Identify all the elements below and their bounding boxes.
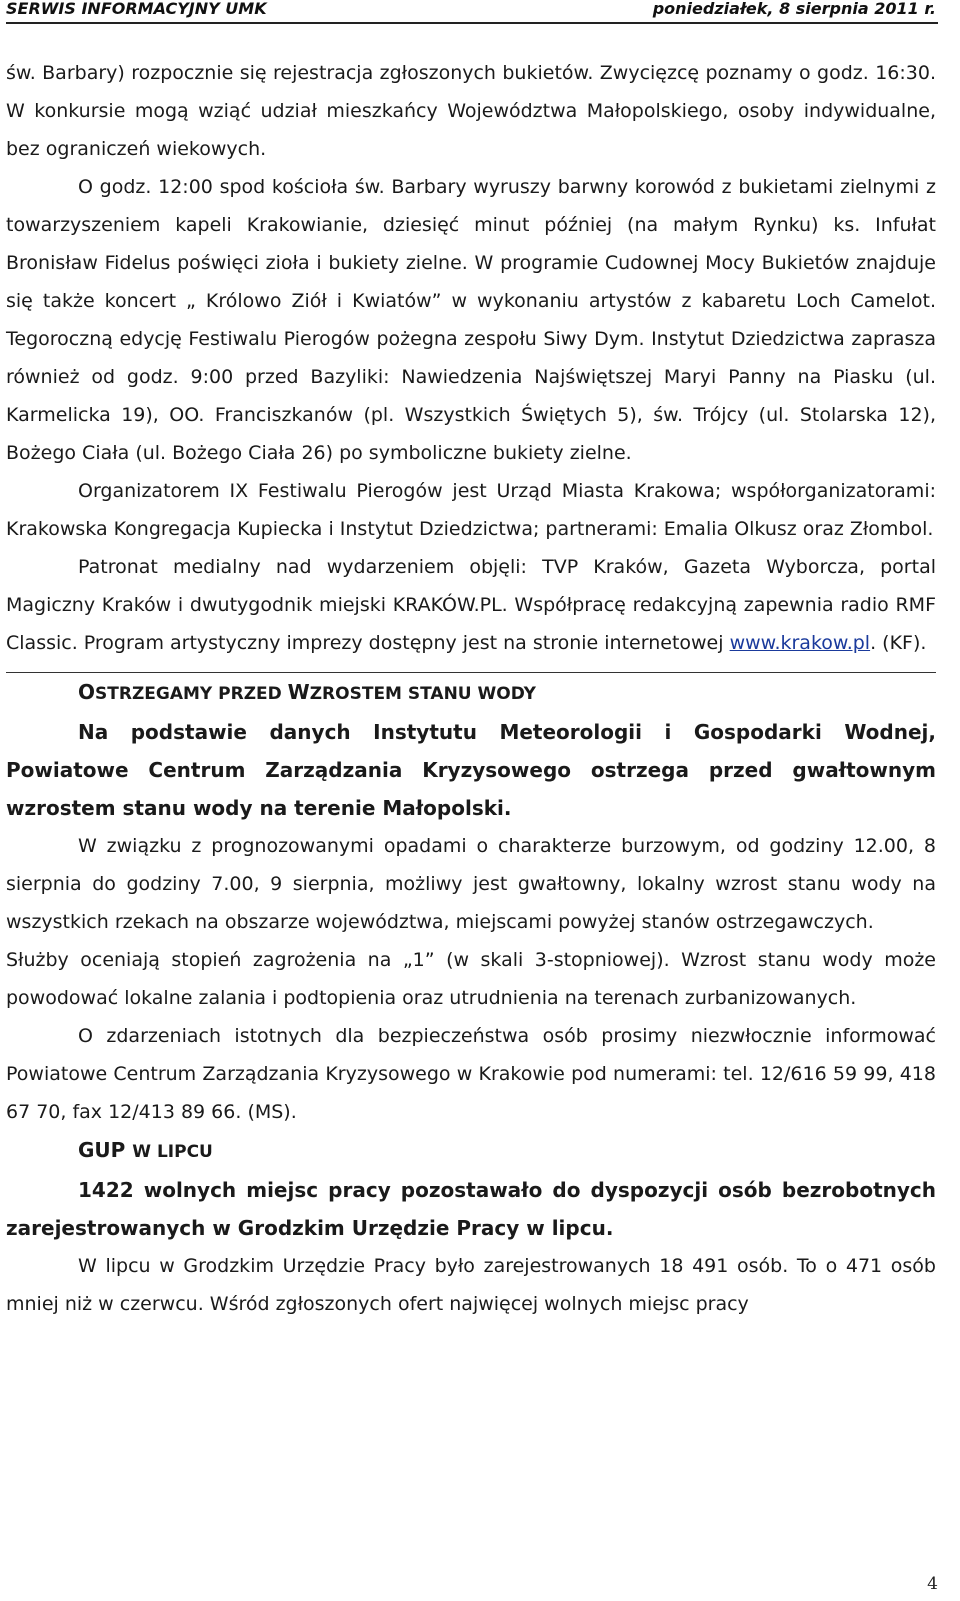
lead-paragraph: Na podstawie danych Instytutu Meteorologii i Gospodarki Wodnej, Powiatowe Centrum Zarządzania Kryzysowego ostrzega przed gwałtownym wzrostem stanu wody na terenie Małopolski.: [6, 720, 936, 820]
paragraph: św. Barbary) rozpocznie się rejestracja zgłoszonych bukietów. Zwycięzcę poznamy o godz. 16:30. W konkursie mogą wziąć udział mieszkańcy Województwa Małopolskiego, osoby indywidualne, bez ograniczeń wiekowych.: [6, 62, 936, 160]
paragraph: [6, 548, 936, 662]
paragraph-end: . (KF).: [870, 632, 927, 654]
paragraph: Organizatorem IX Festiwalu Pierogów jest Urząd Miasta Krakowa; współorganizatorami: Krakowska Kongregacja Kupiecka i Instytut Dziedzictwa; partnerami: Emalia Olkusz oraz Złombol.: [6, 480, 936, 540]
page-header: [6, 0, 938, 24]
header-date: poniedziałek, 8 sierpnia 2011 r.: [652, 0, 936, 18]
heading-rest: ZROSTEM STANU WODY: [309, 684, 536, 704]
section-heading-gup: [78, 1131, 936, 1171]
heading-rest: W LIPCU: [132, 1142, 213, 1162]
heading-rest: STRZEGAMY PRZED: [95, 684, 288, 704]
paragraph: O godz. 12:00 spod kościoła św. Barbary wyruszy barwny korowód z bukietami zielnymi z towarzyszeniem kapeli Krakowianie, dziesięć minut później (na małym Rynku) ks. Infułat Bronisław Fidelus poświęci zioła i bukiety zielne. W programie Cudownej Mocy Bukietów znajduje się także koncert „ Królowo Ziół i Kwiatów” w wykonaniu artystów z kabaretu Loch Camelot. Tegoroczną edycję Festiwalu Pierogów pożegna zespołu Siwy Dym. Instytut Dziedzictwa zaprasza również od godz. 9:00 przed Bazyliki: Nawiedzenia Najświętszej Maryi Panny na Piasku (ul. Karmelicka 19), OO. Franciszkanów (pl. Wszystkich Świętych 5), św. Trójcy (ul. Stolarska 12), Bożego Ciała (ul. Bożego Ciała 26) po symboliczne bukiety zielne.: [6, 176, 936, 464]
article-body: [6, 54, 936, 1323]
paragraph: Służby oceniają stopień zagrożenia na „1” (w skali 3-stopniowej). Wzrost stanu wody może powodować lokalne zalania i podtopienia oraz utrudnienia na terenach zurbanizowanych.: [6, 949, 936, 1009]
heading-initial: GUP: [78, 1138, 133, 1162]
krakow-link[interactable]: www.krakow.pl: [729, 632, 871, 654]
page-number: 4: [927, 1574, 938, 1594]
heading-initial: O: [78, 680, 96, 704]
lead-paragraph: 1422 wolnych miejsc pracy pozostawało do dyspozycji osób bezrobotnych zarejestrowanych w Grodzkim Urzędzie Pracy w lipcu.: [6, 1178, 936, 1240]
header-publication-title: SERWIS INFORMACYJNY UMK: [6, 0, 267, 18]
paragraph: O zdarzeniach istotnych dla bezpieczeństwa osób prosimy niezwłocznie informować Powiatowe Centrum Zarządzania Kryzysowego w Krakowie pod numerami: tel. 12/616 59 99, 418 67 70, fax 12/413 89 66. (MS).: [6, 1025, 936, 1123]
section-heading-water: [78, 673, 936, 713]
paragraph: W lipcu w Grodzkim Urzędzie Pracy było zarejestrowanych 18 491 osób. To o 471 osób mniej niż w czerwcu. Wśród zgłoszonych ofert najwięcej wolnych miejsc pracy: [6, 1255, 936, 1315]
heading-initial: W: [287, 680, 310, 704]
paragraph-text: Patronat medialny nad wydarzeniem objęli: TVP Kraków, Gazeta Wyborcza, portal Magiczny Kraków i dwutygodnik miejski KRAKÓW.PL. Współpracę redakcyjną zapewnia radio RMF Classic. Program artystyczny imprezy dostępny jest na stronie internetowej: [6, 556, 936, 654]
paragraph: W związku z prognozowanymi opadami o charakterze burzowym, od godziny 12.00, 8 sierpnia do godziny 7.00, 9 sierpnia, możliwy jest gwałtowny, lokalny wzrost stanu wody na wszystkich rzekach na obszarze województwa, miejscami powyżej stanów ostrzegawczych.: [6, 835, 936, 933]
